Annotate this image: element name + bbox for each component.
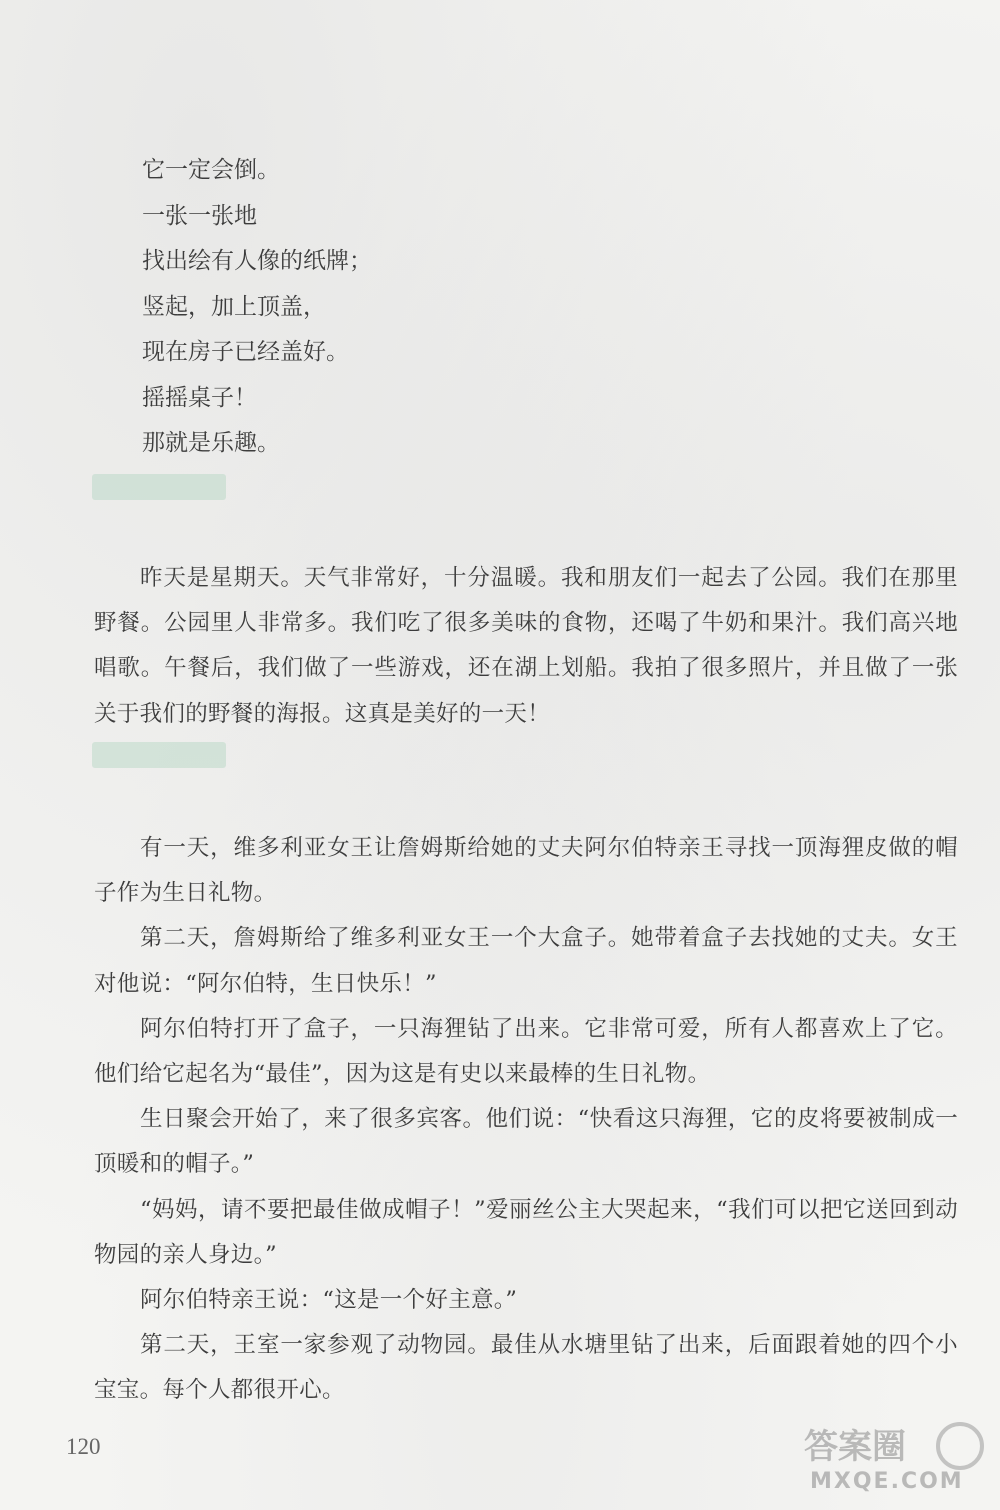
poem-line: 摇摇桌子！ xyxy=(142,384,257,411)
paragraph: 有一天，维多利亚女王让詹姆斯给她的丈夫阿尔伯特亲王寻找一顶海狸皮做的帽子作为生日礼物。 xyxy=(94,835,958,907)
watermark-logo xyxy=(800,1416,990,1496)
poem-line: 竖起，加上顶盖， xyxy=(142,293,326,320)
picnic-passage xyxy=(94,556,958,737)
poem-line: 现在房子已经盖好。 xyxy=(142,339,349,365)
poem-line: 它一定会倒。 xyxy=(142,157,280,183)
poem xyxy=(142,148,372,467)
watermark-title: 答案圈 xyxy=(804,1427,906,1467)
watermark-logo-icon xyxy=(800,1416,990,1496)
paragraph: 生日聚会开始了，来了很多宾客。他们说：“快看这只海狸，它的皮将要被制成一顶暖和的帽子。” xyxy=(94,1106,958,1178)
paragraph: “妈妈，请不要把最佳做成帽子！”爱丽丝公主大哭起来，“我们可以把它送回到动物园的亲人身边。” xyxy=(94,1196,958,1268)
watermark-url: MXQE.COM xyxy=(810,1469,964,1494)
paragraph: 第二天，王室一家参观了动物园。最佳从水塘里钻了出来，后面跟着她的四个小宝宝。每个人都很开心。 xyxy=(94,1332,958,1404)
paragraph: 阿尔伯特亲王说：“这是一个好主意。” xyxy=(140,1287,518,1314)
poem-line: 找出绘有人像的纸牌； xyxy=(142,248,372,274)
poem-line: 那就是乐趣。 xyxy=(142,430,280,456)
section-label-2 xyxy=(92,742,226,768)
paragraph: 昨天是星期天。天气非常好，十分温暖。我和朋友们一起去了公园。我们在那里野餐。公园里人非常多。我们吃了很多美味的食物，还喝了牛奶和果汁。我们高兴地唱歌。午餐后，我们做了一些游戏，还在湖上划船。我拍了很多照片，并且做了一张关于我们的野餐的海报。这真是美好的一天！ xyxy=(94,565,958,727)
paragraph: 阿尔伯特打开了盒子，一只海狸钻了出来。它非常可爱，所有人都喜欢上了它。他们给它起名为“最佳”，因为这是有史以来最棒的生日礼物。 xyxy=(94,1015,958,1088)
poem-line: 一张一张地 xyxy=(142,202,257,229)
paragraph: 第二天，詹姆斯给了维多利亚女王一个大盒子。她带着盒子去找她的丈夫。女王对他说：“阿尔伯特，生日快乐！” xyxy=(94,925,958,997)
section-label-1 xyxy=(92,474,226,500)
page-number: 120 xyxy=(66,1434,101,1459)
beaver-story xyxy=(94,826,958,1414)
